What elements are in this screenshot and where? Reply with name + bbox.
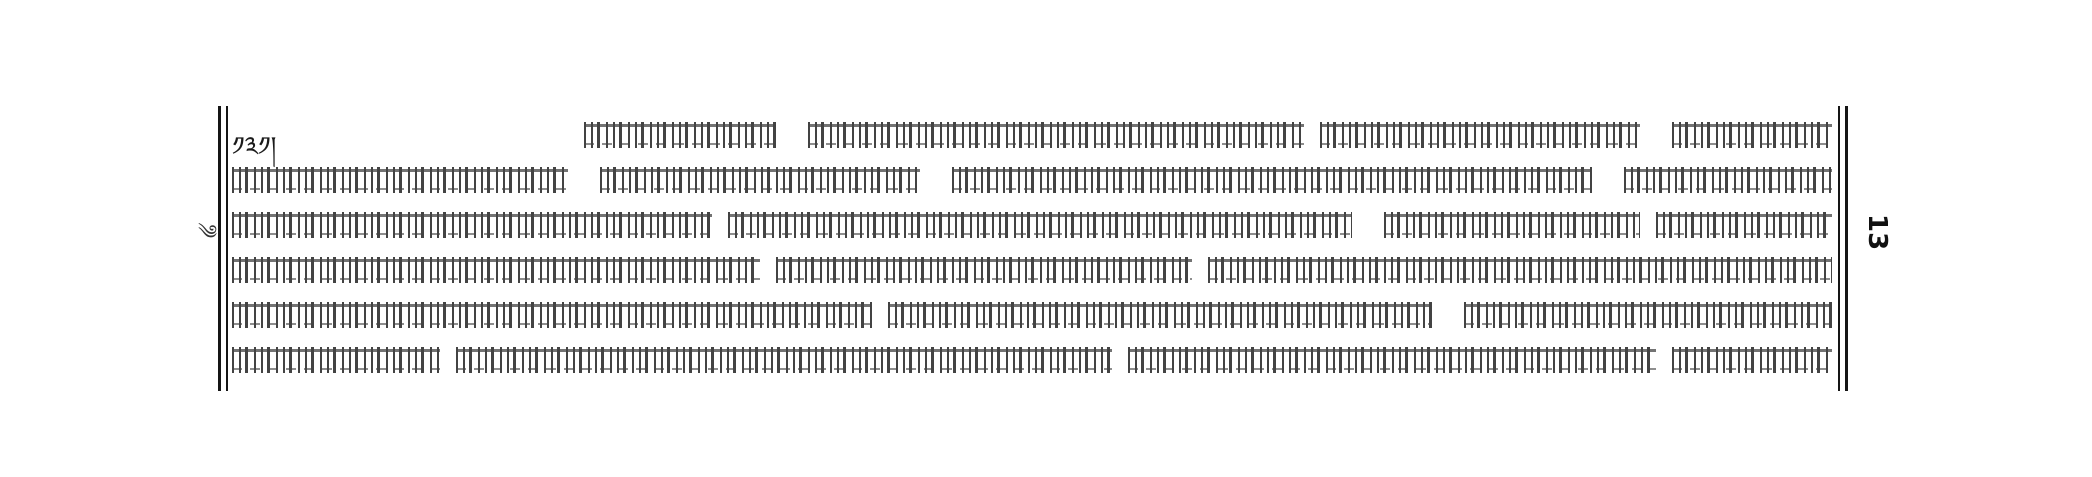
- folio-label: ༡༣༡།: [232, 132, 277, 162]
- script-segment: [1672, 122, 1832, 148]
- script-segment: [456, 347, 1112, 373]
- left-inner-rule: [226, 106, 228, 391]
- script-segment: [1320, 122, 1640, 148]
- script-segment: [600, 167, 920, 193]
- script-segment: [776, 257, 1192, 283]
- script-segment: [888, 302, 1432, 328]
- script-segment: [1464, 302, 1832, 328]
- manuscript-line-1: [232, 112, 1832, 157]
- script-segment: [808, 122, 1304, 148]
- margin-mark: ༄: [198, 220, 218, 244]
- manuscript-line-3: [232, 202, 1832, 247]
- script-segment: [952, 167, 1592, 193]
- right-inner-rule: [1838, 106, 1840, 391]
- script-segment: [1624, 167, 1832, 193]
- manuscript-line-2: [232, 157, 1832, 202]
- script-segment: [232, 257, 760, 283]
- page-number: 13: [1862, 214, 1892, 251]
- manuscript-line-6: [232, 337, 1832, 382]
- script-segment: [232, 167, 568, 193]
- script-segment: [232, 212, 712, 238]
- left-outer-rule: [218, 106, 221, 391]
- script-segment: [1384, 212, 1640, 238]
- script-segment: [728, 212, 1352, 238]
- text-lines: [232, 112, 1832, 382]
- script-segment: [232, 302, 872, 328]
- script-segment: [232, 347, 440, 373]
- script-segment: [1656, 212, 1832, 238]
- script-segment: [1672, 347, 1832, 373]
- script-segment: [584, 122, 776, 148]
- manuscript-line-5: [232, 292, 1832, 337]
- script-segment: [1128, 347, 1656, 373]
- script-segment: [1208, 257, 1832, 283]
- right-outer-rule: [1845, 106, 1848, 391]
- manuscript-line-4: [232, 247, 1832, 292]
